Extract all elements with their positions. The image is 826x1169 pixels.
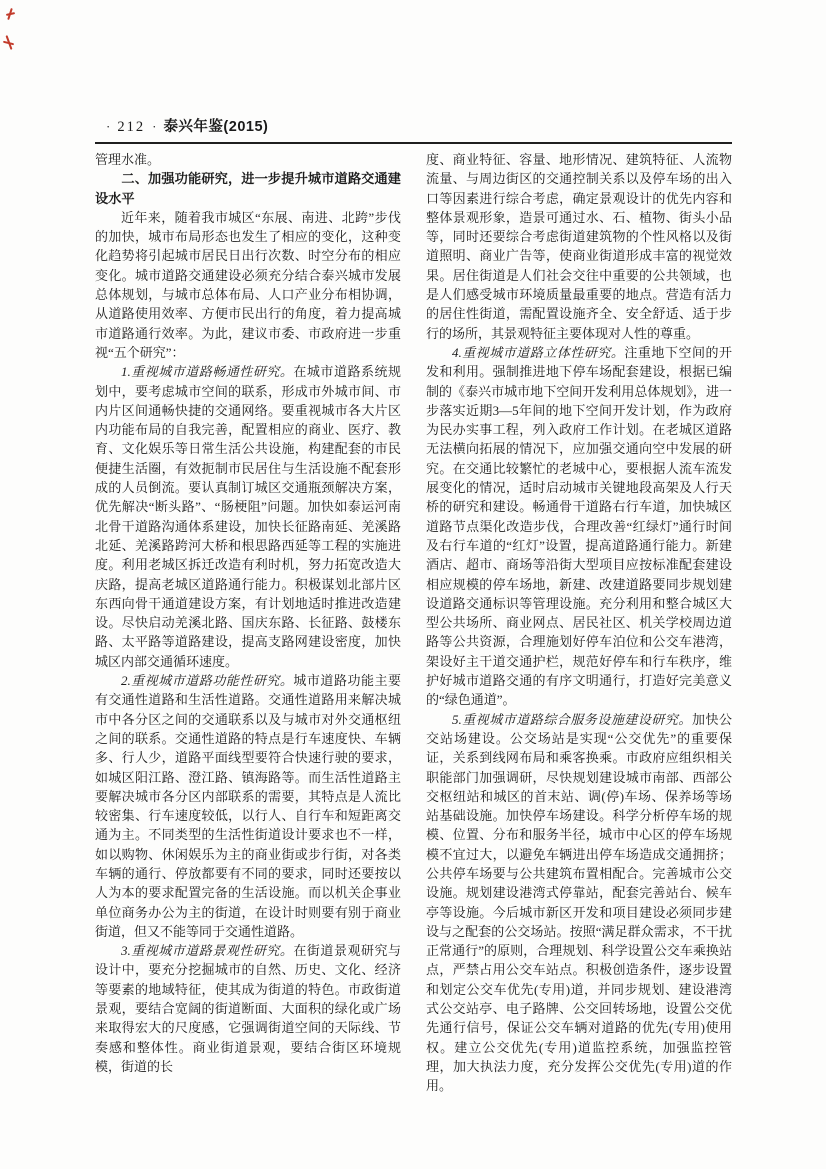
item-1-text: 在城市道路系统规划中，要考虑城市空间的联系，形成市外城市间、市内片区间通畅快捷的交通网络。要重视城市各大片区内功能布局的自我完善，配置相应的商业、医疗、教育、文化娱乐等日常生活公共设施，构建配套的市民便捷生活圈，有效扼制市民居住与生活设施不配套形成的人员倒流。要认真制订城区交通瓶颈解决方案，优先解决“断头路”、“肠梗阻”问题。加快如泰运河南北骨干道路沟通体系建设，加快长征路南延、羌溪路北延、羌溪路跨河大桥和根思路西延等工程的实施进度。利用老城区拆迁改造有利时机，努力拓宽改造大庆路，提高老城区道路通行能力。积极谋划北部片区东西向骨干通道建设方案，有计划地适时推进改造建设。尽快启动羌溪北路、国庆东路、长征路、鼓楼东路、太平路等道路建设，提高支路网建设密度，加快城区内部交通循环速度。 <box>95 364 401 669</box>
header-rule <box>95 142 732 144</box>
page-number: 212 <box>117 119 146 135</box>
text-column-left <box>95 150 401 1096</box>
numbered-item-2 <box>95 671 401 941</box>
item-3-text: 在街道景观研究与设计中，要充分挖掘城市的自然、历史、文化、经济等要素的地域特征，使其成为街道的特色。市政街道景观，要结合宽阔的街道断面、大面积的绿化或广场来取得宏大的尺度感，它强调街道空间的天际线、节奏感和整体性。商业街道景观，要结合街区环境规模，街道的长 <box>95 943 401 1074</box>
continuation-paragraph: 度、商业特征、容量、地形情况、建筑特征、人流物流量、与周边街区的交通控制关系以及停车场的出入口等因素进行综合考虑，确定景观设计的优先内容和整体景观形象，造景可通过水、石、植物、街头小品等，同时还要综合考虑街道建筑物的个性风格以及街道照明、商业广告等，使商业街道形成丰富的视觉效果。居住街道是人们社会交往中重要的公共领域，也是人们感受城市环境质量最重要的地点。营造有活力的居住性街道，需配置设施齐全、安全舒适、适于步行的场所，其景观特征主要体现对人性的尊重。 <box>426 152 732 341</box>
header-dot: · <box>152 119 157 134</box>
red-ink-mark-icon <box>3 35 16 51</box>
item-2-text: 城市道路功能主要有交通性道路和生活性道路。交通性道路用来解决城市中各分区之间的交通联系以及与城市对外交通枢纽之间的联系。交通性道路的特点是行车速度快、车辆多、行人少，道路平面线型要符合快速行驶的要求，如城区阳江路、澄江路、镇海路等。而生活性道路主要解决城市各分区内部联系的需要，其特点是人流比较密集、行车速度较低，以行人、自行车和短距离交通为主。不同类型的生活性街道设计要求也不一样，如以购物、休闲娱乐为主的商业街或步行街，对各类车辆的通行、停放都要有不同的要求，同时还要按以人为本的要求配置完备的生活设施。而以机关企事业单位商务办公为主的街道，在设计时则要有别于商业街道，但又不能等同于交通性道路。 <box>95 673 401 939</box>
red-ink-mark-icon <box>5 8 17 21</box>
item-5-text: 加快公交站场建设。公交场站是实现“公交优先”的重要保证，关系到线网布局和乘客换乘。市政府应组织相关职能部门加强调研，尽快规划建设城市南部、西部公交枢纽站和城区的首末站、调(停)车场、保养场等场站基础设施。加快停车场建设。科学分析停车场的规模、位置、分布和服务半径，城市中心区的停车场规模不宜过大，以避免车辆进出停车场造成交通拥挤；公共停车场要与公共建筑布置相配合。完善城市公交设施。规划建设港湾式停靠站，配套完善站台、候车亭等设施。今后城市新区开发和项目建设必须同步建设与之配套的公交场站。按照“满足群众需求，不干扰正常通行”的原则，合理规划、科学设置公交车乘换站点，严禁占用公交车站点。积极创造条件，逐步设置和划定公交车优先(专用)道，并同步规划、建设港湾式公交站亭、电子路牌、公交回转场地，设置公交优先通行信号，保证公交车辆对道路的优先(专用)使用权。建立公交优先(专用)道监控系统，加强监控管理，加大执法力度，充分发挥公交优先(专用)道的作用。 <box>426 711 732 1094</box>
page-header <box>99 115 268 136</box>
numbered-item-4 <box>426 343 732 710</box>
text-columns <box>95 150 732 1096</box>
numbered-item-5 <box>426 710 732 1096</box>
header-dot: · <box>106 119 111 134</box>
numbered-item-1 <box>95 362 401 671</box>
item-4-lead: 4.重视城市道路立体性研究。 <box>452 344 625 360</box>
intro-paragraph: 近年来，随着我市城区“东展、南进、北跨”步伐的加快，城市布局形态也发生了相应的变化，这种变化趋势将引起城市居民日出行次数、时空分布的相应变化。城市道路交通建设必须充分结合泰兴城市发展总体规划，与城市总体布局、人口产业分布相协调，从道路使用效率、方便市民出行的角度，着力提高城市道路通行效率。为此，建议市委、市政府进一步重视“五个研究”： <box>95 209 401 360</box>
item-2-lead: 2.重视城市道路功能性研究。 <box>121 673 294 689</box>
section-heading: 二、加强功能研究，进一步提升城市道路交通建设水平 <box>95 171 401 206</box>
numbered-item-3 <box>95 941 401 1076</box>
item-3-lead: 3.重视城市道路景观性研究。 <box>121 943 294 959</box>
continuation-paragraph: 管理水准。 <box>95 152 161 167</box>
book-title: 泰兴年鉴(2015) <box>163 119 269 135</box>
item-5-lead: 5.重视城市道路综合服务设施建设研究。 <box>452 711 692 727</box>
text-column-right <box>426 150 732 1096</box>
item-1-lead: 1.重视城市道路畅通性研究。 <box>121 364 294 380</box>
item-4-text: 注重地下空间的开发和利用。强制推进地下停车场配套建设，根据已编制的《泰兴市城市地下空间开发利用总体规划》，进一步落实近期3—5年间的地下空间开发计划，作为政府为民办实事工程，列入政府工作计划。在老城区道路无法横向拓展的情况下，应加强交通向空中发展的研究。在交通比较繁忙的老城中心，要根据人流车流发展变化的情况，适时启动城市关键地段高架及人行天桥的研究和建设。畅通骨干道路右行车道，加快城区道路节点渠化改造步伐，合理改善“红绿灯”通行时间及右行车道的“红灯”设置，提高道路通行能力。新建酒店、超市、商场等沿街大型项目应按标准配套建设相应规模的停车场地，新建、改建道路要同步规划建设道路交通标识等管理设施。充分利用和整合城区大型公共场所、商业网点、居民社区、机关学校周边道路等公共资源，合理施划好停车泊位和公交车港湾，架设好主干道交通护栏，规范好停车和行车秩序，维护好城市道路交通的有序文明通行，打造好完美意义的“绿色通道”。 <box>426 344 732 708</box>
